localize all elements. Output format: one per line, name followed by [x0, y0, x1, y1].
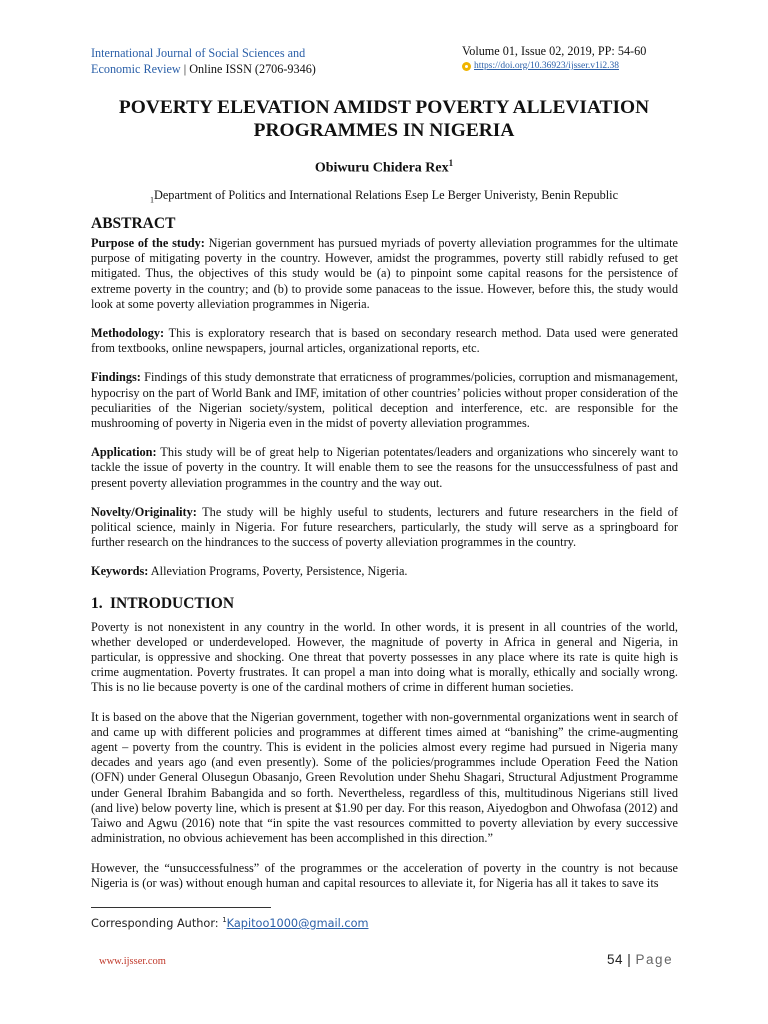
keywords-label: Keywords:	[91, 564, 149, 579]
journal-header	[91, 45, 316, 77]
author-line	[0, 158, 768, 177]
affiliation-sup: 1	[149, 195, 154, 205]
footer-website[interactable]: www.ijsser.com	[99, 956, 166, 967]
journal-name-line2: Economic Review	[91, 62, 181, 76]
novelty-label: Novelty/Originality:	[91, 504, 197, 519]
author-sup: 1	[448, 158, 454, 168]
footnote-label: Corresponding Author:	[91, 916, 223, 930]
intro-heading	[91, 594, 678, 614]
journal-name-line1: International Journal of Social Sciences and	[91, 46, 306, 60]
abstract-methodology	[91, 326, 678, 356]
application-text: This study will be of great help to Nigerian potentates/leaders and organizations who sincerely want to tackle the issue of poverty in the country. It will enable them to see the reasons for the unsuccessfulness of past and present poverty alleviation programmes in the country and the way out.	[91, 445, 678, 490]
affiliation: Department of Politics and International Relations Esep Le Berger Univeristy, Benin Republic	[153, 188, 619, 202]
intro-paragraph-2: It is based on the above that the Nigerian government, together with non-governmental organizations went in search of and came up with different policies and programmes at different times aimed at “banishing” the crime-augmenting agent – poverty from the country. This is evident in the policies almost every regime had pursued in Nigeria many decades and years ago (and even presently). Some of the policies/programmes include Operation Feed the Nation (OFN) under General Olusegun Obasanjo, Green Revolution under Shehu Shagari, Structural Adjustment Programme under General Ibrahim Babangida and so forth. Nevertheless, regardless of this, multitudinous Nigerians still lived (and live) below poverty line, which is present at $1.90 per day. For this reason, Aiyedogbon and Ohwofasa (2012) and Taiwo and Agwu (2016) note that “in spite the vast resources committed to poverty alleviation by every successive administration, no obvious achievement has been accomplished in this direction.”	[91, 709, 678, 846]
author-name: Obiwuru Chidera Rex	[314, 160, 449, 176]
abstract-findings	[91, 370, 678, 431]
intro-paragraph-1: Poverty is not nonexistent in any country in the world. In other words, it is present in all countries of the world, whether developed or underdeveloped. However, the magnitude of poverty in Africa in general and Nigeria, in particular, is oppressive and shocking. One threat that poverty possesses in any place where its rate is quite high is crime augmentation. Poverty frustrates. It can propel a man into doing what is morally, ethically and socially wrong. This is no lie because poverty is one of the cardinal mothers of crime in different human societies.	[91, 619, 678, 695]
volume-info: Volume 01, Issue 02, 2019, PP: 54-60	[462, 44, 647, 58]
doi-row	[462, 60, 646, 72]
issn-separator: |	[180, 62, 190, 76]
footnote-sup: 1	[222, 916, 227, 924]
doi-icon	[462, 62, 471, 71]
findings-text: Findings of this study demonstrate that erraticness of programmes/policies, corruption and mismanagement, hypocrisy on the part of World Bank and IMF, imitation of other countries’ policies without proper consideration of the peculiarities of the Nigerian society/system, political deception and interference, etc. are responsible for the mushrooming of poverty in Nigeria even in the midst of poverty alleviation programmes.	[91, 370, 678, 431]
findings-label: Findings:	[91, 370, 141, 385]
abstract-novelty	[91, 505, 678, 551]
affiliation-line	[0, 188, 768, 204]
footer-page	[607, 952, 673, 967]
page-word: Page	[635, 952, 674, 967]
purpose-text: Nigerian government has pursued myriads of poverty alleviation programmes for the ultimate purpose of mitigating poverty in the country. However, amidst the programmes, poverty still rabidly refused to get mitigated. Thus, the objectives of this study would be (a) to pinpoint some capital reasons for the persistence of extreme poverty in the country; and (b) to provide some panaceas to the issue. However, before this, the study would look at some poverty alleviation programmes in Nigeria.	[91, 236, 678, 311]
intro-paragraph-3: However, the “unsuccessfulness” of the programmes or the acceleration of poverty in the country is not because Nigeria is (or was) without enough human and capital resources to alleviate it, for Nigeria has all it takes to save its	[91, 860, 678, 890]
journal-name-line2-row	[91, 61, 316, 77]
methodology-label: Methodology:	[91, 326, 165, 341]
application-label: Application:	[91, 445, 157, 460]
novelty-text: The study will be highly useful to students, lecturers and future researchers in the field of political science, mainly in Nigeria. For future researchers, particularly, the study will serve as a springboard for further research on the hindrances to the success of poverty alleviation programmes in the country.	[91, 504, 678, 550]
issue-header	[462, 43, 646, 72]
paper-title: POVERTY ELEVATION AMIDST POVERTY ALLEVIATION PROGRAMMES IN NIGERIA	[118, 97, 650, 141]
intro-number: 1.	[91, 594, 103, 612]
intro-heading-text: INTRODUCTION	[110, 594, 235, 612]
keywords-text: Alleviation Programs, Poverty, Persistence, Nigeria.	[148, 564, 408, 579]
page-number: 54	[607, 952, 624, 967]
author-email-link[interactable]: Kapitoo1000@gmail.com	[226, 916, 369, 930]
methodology-text: This is exploratory research that is based on secondary research method. Data used were generated from textbooks, online newspapers, journal articles, organizational reports, etc.	[91, 326, 678, 356]
main-body	[91, 214, 678, 905]
abstract-keywords	[91, 564, 678, 579]
purpose-label: Purpose of the study:	[91, 236, 205, 250]
page-separator: |	[623, 952, 636, 967]
footnote	[91, 916, 369, 930]
issn: Online ISSN (2706-9346)	[189, 62, 316, 76]
abstract-purpose	[91, 236, 678, 312]
abstract-heading: ABSTRACT	[91, 215, 176, 232]
doi-link[interactable]: https://doi.org/10.36923/ijsser.v1i2.38	[474, 61, 619, 71]
abstract-application	[91, 445, 678, 491]
footnote-rule	[91, 907, 271, 908]
